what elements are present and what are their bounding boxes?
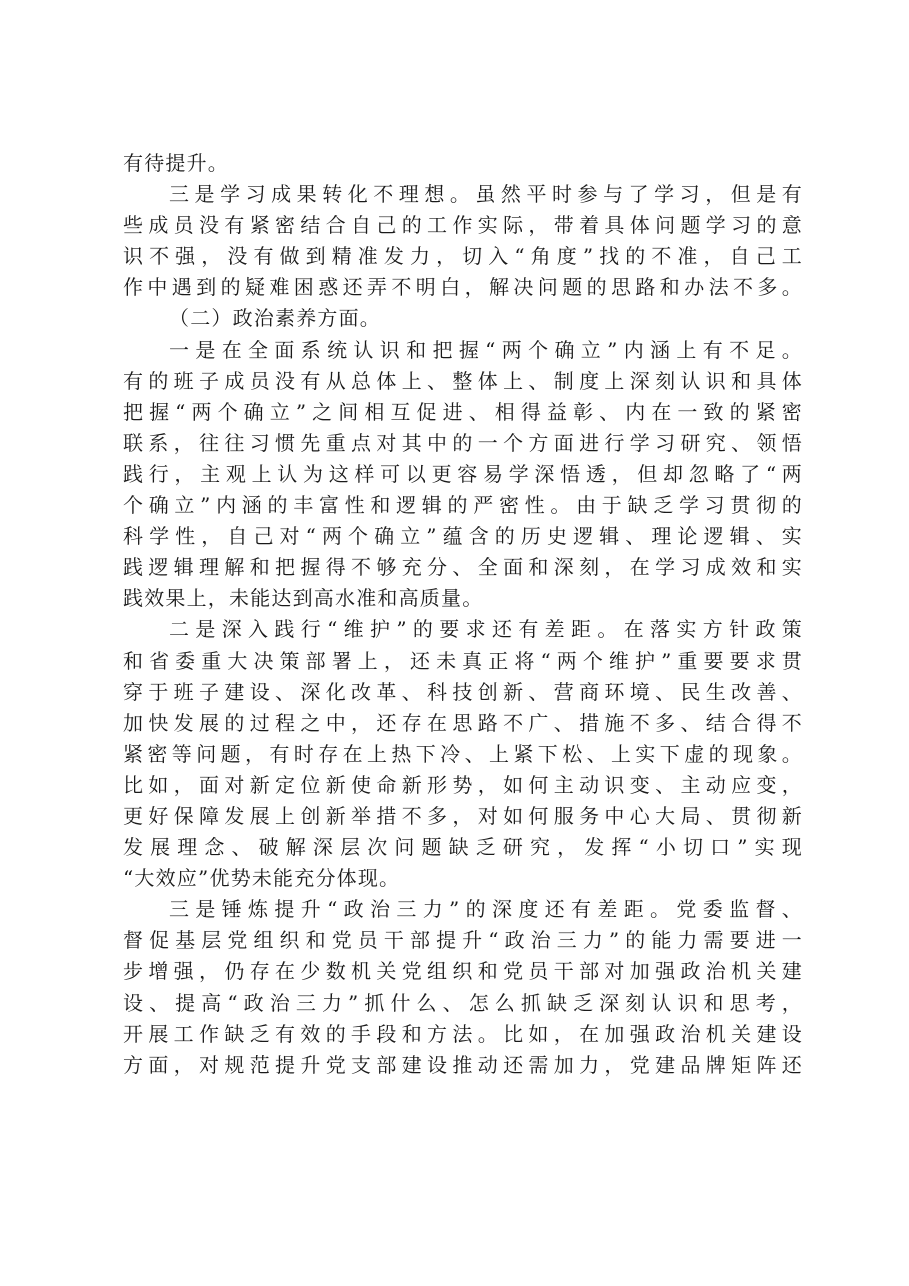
text-line: 加快发展的过程之中，还存在思路不广、措施不多、结合得不 — [123, 710, 803, 735]
text-line: 识不强，没有做到精准发力，切入“角度”找的不准，自己工 — [123, 244, 803, 269]
text-line: 步增强，仍存在少数机关党组织和党员干部对加强政治机关建 — [123, 959, 803, 984]
paragraph-first-line: 三是学习成果转化不理想。虽然平时参与了学习，但是有 — [169, 182, 803, 207]
text-line: 穿于班子建设、深化改革、科技创新、营商环境、民生改善、 — [123, 679, 803, 704]
section-heading: （二）政治素养方面。 — [169, 306, 381, 331]
text-line: 把握“两个确立”之间相互促进、相得益彰、内在一致的紧密 — [123, 399, 803, 424]
text-line: 有的班子成员没有从总体上、整体上、制度上深刻认识和具体 — [123, 368, 803, 393]
text-line: 发展理念、破解深层次问题缺乏研究，发挥“小切口”实现 — [123, 835, 803, 860]
text-line: 践效果上，未能达到高水准和高质量。 — [123, 586, 484, 611]
text-line: 作中遇到的疑难困惑还弄不明白，解决问题的思路和办法不多。 — [123, 275, 803, 300]
text-line: 科学性，自己对“两个确立”蕴含的历史逻辑、理论逻辑、实 — [123, 524, 803, 549]
text-line: 比如，面对新定位新使命新形势，如何主动识变、主动应变， — [123, 772, 803, 797]
text-line: 方面，对规范提升党支部建设推动还需加力，党建品牌矩阵还 — [123, 1052, 803, 1077]
paragraph-first-line: 一是在全面系统认识和把握“两个确立”内涵上有不足。 — [169, 337, 803, 362]
text-line: 联系，往往习惯先重点对其中的一个方面进行学习研究、领悟 — [123, 430, 803, 455]
text-line: 更好保障发展上创新举措不多，对如何服务中心大局、贯彻新 — [123, 803, 803, 828]
text-line: 紧密等问题，有时存在上热下冷、上紧下松、上实下虚的现象。 — [123, 741, 803, 766]
text-line: 践逻辑理解和把握得不够充分、全面和深刻，在学习成效和实 — [123, 555, 803, 580]
paragraph-first-line: 三是锤炼提升“政治三力”的深度还有差距。党委监督、 — [169, 897, 803, 922]
text-line: 个确立”内涵的丰富性和逻辑的严密性。由于缺乏学习贯彻的 — [123, 493, 803, 518]
text-line: 践行，主观上认为这样可以更容易学深悟透，但却忽略了“两 — [123, 461, 803, 486]
text-line: 和省委重大决策部署上，还未真正将“两个维护”重要要求贯 — [123, 648, 803, 673]
text-line: 些成员没有紧密结合自己的工作实际，带着具体问题学习的意 — [123, 213, 803, 238]
document-page — [123, 148, 803, 1081]
text-line: 设、提高“政治三力”抓什么、怎么抓缺乏深刻认识和思考， — [123, 990, 803, 1015]
text-line: 有待提升。 — [123, 151, 229, 175]
paragraph-first-line: 二是深入践行“维护”的要求还有差距。在落实方针政策 — [169, 617, 803, 642]
text-line: 督促基层党组织和党员干部提升“政治三力”的能力需要进一 — [123, 928, 803, 953]
text-line: 开展工作缺乏有效的手段和方法。比如，在加强政治机关建设 — [123, 1021, 803, 1046]
text-line: “大效应”优势未能充分体现。 — [123, 866, 401, 891]
